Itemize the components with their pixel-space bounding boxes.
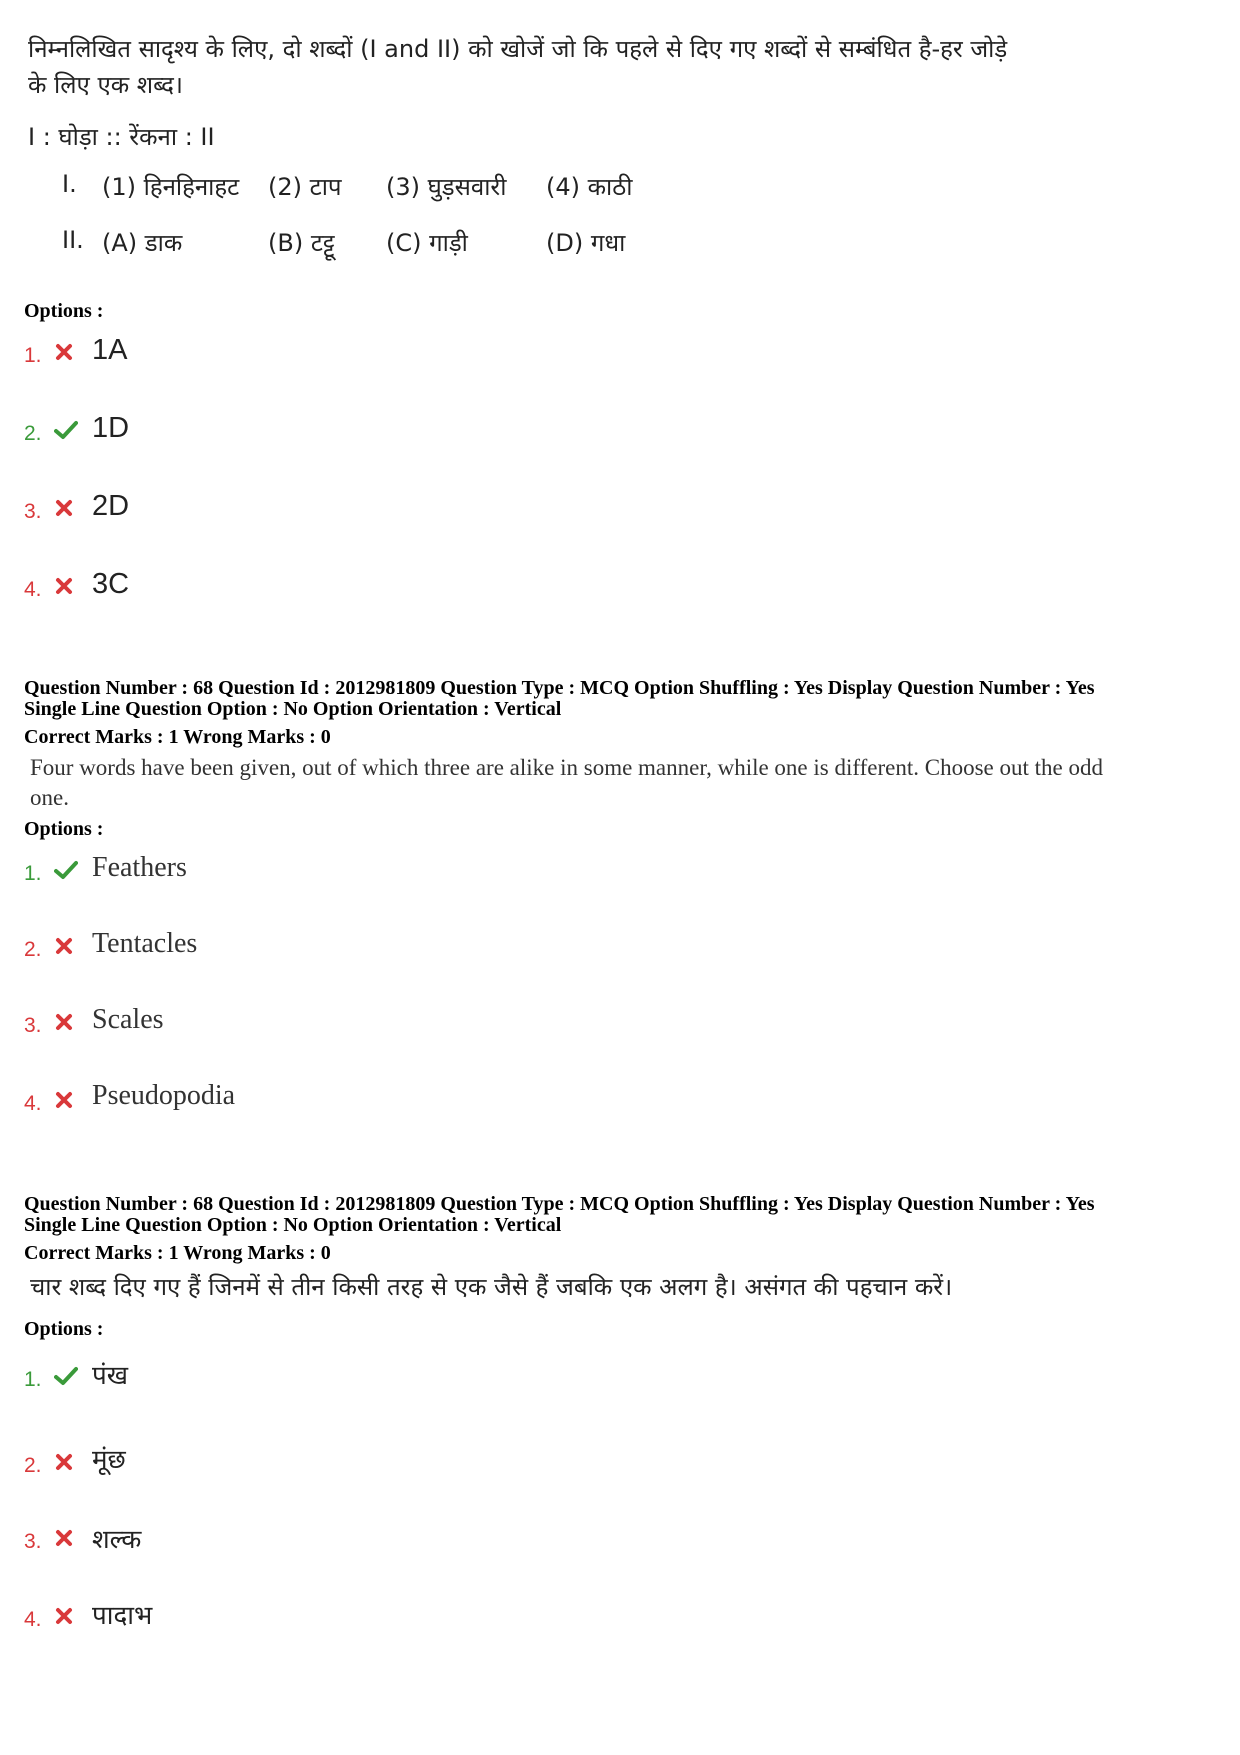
cross-icon xyxy=(54,1606,74,1626)
options-label: Options : xyxy=(24,818,104,840)
option-text: Scales xyxy=(92,1004,164,1035)
option-number: 4. xyxy=(24,578,42,601)
question-stem-line2: one. xyxy=(30,785,69,810)
cross-icon xyxy=(54,576,74,596)
group-ii-row xyxy=(62,226,682,260)
option-text: Feathers xyxy=(92,852,187,883)
cross-icon xyxy=(54,1090,74,1110)
options-label: Options : xyxy=(24,1318,104,1340)
group-i-item: (2) टाप xyxy=(268,173,342,201)
group-i-row xyxy=(62,170,682,204)
question-stem: चार शब्द दिए गए हैं जिनमें से तीन किसी तरह से एक जैसे हैं जबकि एक अलग है। असंगत की पहचान करें। xyxy=(30,1273,953,1301)
option-number: 2. xyxy=(24,1454,42,1477)
question-marks: Correct Marks : 1 Wrong Marks : 0 xyxy=(24,1242,331,1264)
option-text: 2D xyxy=(92,490,130,522)
option-number: 1. xyxy=(24,862,42,885)
option-number: 4. xyxy=(24,1608,42,1631)
cross-icon xyxy=(54,1452,74,1472)
group-ii-item: (A) डाक xyxy=(102,229,183,257)
option-text: मूंछ xyxy=(92,1445,126,1475)
question-meta-line1: Question Number : 68 Question Id : 2012981809 Question Type : MCQ Option Shuffling : Yes Display Question Number : Yes xyxy=(24,677,1095,699)
question-stem-line1: निम्नलिखित सादृश्य के लिए, दो शब्दों (I and II) को खोजें जो कि पहले से दिए गए शब्दों से सम्बंधित है-हर जोड़े xyxy=(28,35,1008,63)
question-meta-line2: Single Line Question Option : No Option Orientation : Vertical xyxy=(24,698,562,720)
option-number: 2. xyxy=(24,422,42,445)
option-text: Pseudopodia xyxy=(92,1080,236,1111)
group-i-item: (4) काठी xyxy=(546,173,633,201)
check-icon xyxy=(54,1366,78,1386)
option-text: पादाभ xyxy=(92,1601,153,1631)
group-i-label: I. xyxy=(62,170,77,198)
group-i-item: (3) घुड़सवारी xyxy=(386,173,507,201)
option-number: 2. xyxy=(24,938,42,961)
option-number: 3. xyxy=(24,1530,42,1553)
option-number: 1. xyxy=(24,344,42,367)
question-stem-line1: Four words have been given, out of which three are alike in some manner, while one is different. Choose out the odd xyxy=(30,755,1103,780)
question-marks: Correct Marks : 1 Wrong Marks : 0 xyxy=(24,726,331,748)
cross-icon xyxy=(54,342,74,362)
option-number: 3. xyxy=(24,500,42,523)
option-text: Tentacles xyxy=(92,928,198,959)
cross-icon xyxy=(54,1012,74,1032)
group-ii-label: II. xyxy=(62,226,84,254)
question-stem-line2: के लिए एक शब्द। xyxy=(28,71,183,99)
option-text: शल्क xyxy=(92,1525,142,1555)
option-text: पंख xyxy=(92,1361,129,1391)
option-number: 3. xyxy=(24,1014,42,1037)
options-label: Options : xyxy=(24,300,104,322)
check-icon xyxy=(54,420,78,440)
group-ii-item: (B) टट्टू xyxy=(268,229,335,257)
cross-icon xyxy=(54,498,74,518)
option-number: 4. xyxy=(24,1092,42,1115)
option-number: 1. xyxy=(24,1368,42,1391)
option-text: 3C xyxy=(92,568,130,600)
option-text: 1D xyxy=(92,412,130,444)
cross-icon xyxy=(54,1528,74,1548)
question-meta-line1: Question Number : 68 Question Id : 2012981809 Question Type : MCQ Option Shuffling : Yes Display Question Number : Yes xyxy=(24,1193,1095,1215)
analogy-pair: I : घोड़ा :: रेंकना : II xyxy=(28,123,215,151)
option-text: 1A xyxy=(92,334,128,366)
cross-icon xyxy=(54,936,74,956)
question-meta-line2: Single Line Question Option : No Option Orientation : Vertical xyxy=(24,1214,562,1236)
group-ii-item: (D) गधा xyxy=(546,229,626,257)
group-ii-item: (C) गाड़ी xyxy=(386,229,468,257)
group-i-item: (1) हिनहिनाहट xyxy=(102,173,240,201)
check-icon xyxy=(54,860,78,880)
